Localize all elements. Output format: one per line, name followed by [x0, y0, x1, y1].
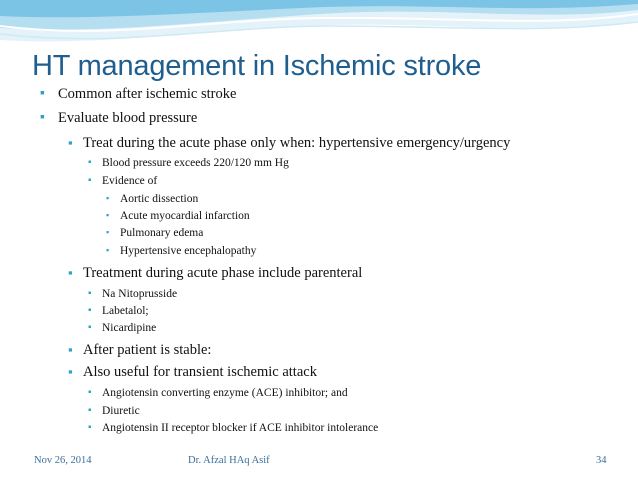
- bullet-icon: ▪: [88, 305, 92, 316]
- bullet-icon: ▪: [106, 245, 110, 255]
- footer-page-number: 34: [596, 455, 607, 466]
- list-item: ▪ Hypertensive encephalopathy: [106, 245, 257, 257]
- bullet-icon: ▪: [40, 110, 45, 125]
- bullet-icon: ▪: [106, 193, 110, 203]
- list-item: ▪ Blood pressure exceeds 220/120 mm Hg: [88, 157, 289, 169]
- list-item: ▪ Common after ischemic stroke: [40, 86, 237, 102]
- list-item: ▪ Also useful for transient ischemic attack: [68, 364, 317, 380]
- bullet-icon: ▪: [88, 422, 92, 433]
- bullet-icon: ▪: [68, 265, 73, 280]
- footer-date: Nov 26, 2014: [34, 455, 92, 466]
- list-item: ▪ Treatment during acute phase include parenteral: [68, 265, 363, 281]
- bullet-icon: ▪: [88, 175, 92, 186]
- list-item: ▪ Na Nitoprusside: [88, 288, 178, 300]
- list-item: ▪ Diuretic: [88, 405, 140, 417]
- list-item: ▪ Acute myocardial infarction: [106, 210, 250, 222]
- list-item: ▪ After patient is stable:: [68, 342, 212, 358]
- bullet-icon: ▪: [106, 227, 110, 237]
- bullet-icon: ▪: [88, 157, 92, 168]
- list-item: ▪ Pulmonary edema: [106, 227, 204, 239]
- bullet-icon: ▪: [68, 364, 73, 379]
- list-item: ▪ Evaluate blood pressure: [40, 110, 198, 126]
- bullet-icon: ▪: [106, 210, 110, 220]
- bullet-icon: ▪: [88, 387, 92, 398]
- footer-author: Dr. Afzal HAq Asif: [188, 455, 270, 466]
- bullet-icon: ▪: [88, 288, 92, 299]
- slide-title: HT management in Ischemic stroke: [32, 50, 482, 82]
- bullet-icon: ▪: [68, 135, 73, 150]
- list-item: ▪ Angiotensin converting enzyme (ACE) inhibitor; and: [88, 387, 348, 399]
- list-item: ▪ Evidence of: [88, 175, 158, 187]
- bullet-icon: ▪: [40, 86, 45, 101]
- list-item: ▪ Treat during the acute phase only when: hypertensive emergency/urgency: [68, 135, 511, 151]
- list-item: ▪ Aortic dissection: [106, 193, 199, 205]
- bullet-icon: ▪: [88, 405, 92, 416]
- bullet-icon: ▪: [88, 322, 92, 333]
- list-item: ▪ Labetalol;: [88, 305, 149, 317]
- list-item: ▪ Nicardipine: [88, 322, 157, 334]
- list-item: ▪ Angiotensin II receptor blocker if ACE inhibitor intolerance: [88, 422, 379, 434]
- bullet-icon: ▪: [68, 342, 73, 357]
